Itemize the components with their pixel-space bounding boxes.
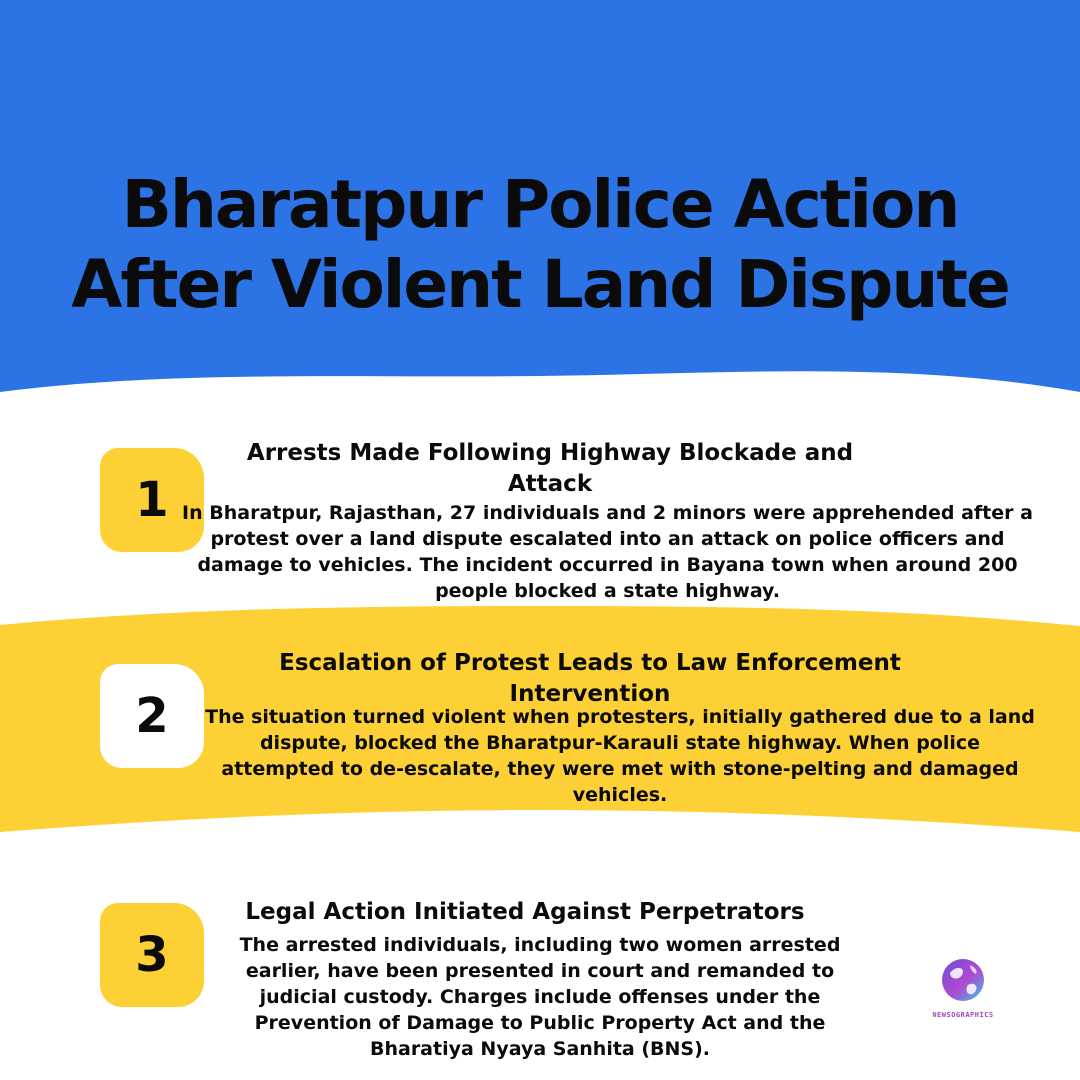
- newsographics-logo: [930, 955, 996, 1019]
- step-number-badge-1: 1: [100, 448, 204, 552]
- step-number-badge-2: 2: [100, 664, 204, 768]
- step-2-body: The situation turned violent when protesters, initially gathered due to a land dispute, blocked the Bharatpur-Karauli state highway. When police attempted to de-escalate, they were met with stone-pelting and damaged vehicles.: [205, 706, 1035, 806]
- logo-wordmark: NEWSOGRAPHICS: [932, 1011, 994, 1019]
- globe-logo-icon: [938, 955, 988, 1005]
- step-number-badge-3: 3: [100, 903, 204, 1007]
- step-1-body: In Bharatpur, Rajasthan, 27 individuals and 2 minors were apprehended after a protest over a land dispute escalated into an attack on police officers and damage to vehicles. The incident occurred in Bayana town when around 200 people blocked a state highway.: [182, 502, 1033, 602]
- step-1-heading: Arrests Made Following Highway Blockade and Attack: [246, 440, 854, 497]
- step-2-heading: Escalation of Protest Leads to Law Enforcement Intervention: [279, 650, 901, 707]
- step-3-heading: Legal Action Initiated Against Perpetrators: [245, 899, 805, 925]
- page-title: Bharatpur Police Action After Violent Land Dispute: [71, 166, 1009, 323]
- step-3-body: The arrested individuals, including two women arrested earlier, have been presented in court and remanded to judicial custody. Charges include offenses under the Prevention of Damage to Public Property Act and the Bharatiya Nyaya Sanhita (BNS).: [239, 934, 841, 1060]
